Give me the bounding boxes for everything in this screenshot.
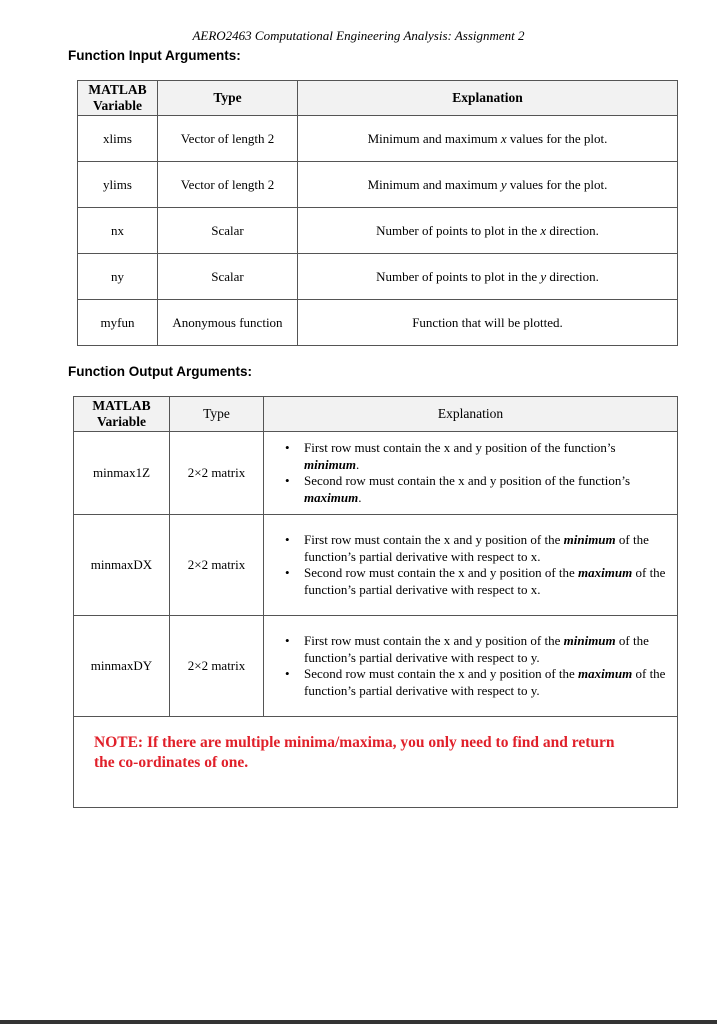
list-item bbox=[304, 473, 669, 506]
bullet-emphasis: maximum bbox=[578, 565, 633, 580]
row-type: Scalar bbox=[158, 254, 298, 300]
expl-text: values for the plot. bbox=[506, 130, 608, 146]
row-type: Scalar bbox=[158, 208, 298, 254]
expl-variable: x bbox=[500, 130, 507, 146]
row-variable-name: xlims bbox=[78, 116, 158, 162]
table-row bbox=[74, 432, 678, 515]
row-explanation bbox=[298, 300, 678, 346]
expl-variable: y bbox=[500, 176, 507, 192]
bullet-text: Second row must contain the x and y position of the bbox=[304, 666, 579, 681]
expl-text: Number of points to plot in the bbox=[376, 222, 541, 238]
row-type: Vector of length 2 bbox=[158, 116, 298, 162]
output-arguments-title: Function Output Arguments: bbox=[68, 364, 252, 379]
row-explanation bbox=[298, 208, 678, 254]
table-row bbox=[74, 515, 678, 616]
header-type: Type bbox=[158, 81, 298, 116]
bullet-text: of the function’s partial derivative with respect to y. bbox=[304, 666, 666, 698]
bullet-text: of the function’s partial derivative with respect to y. bbox=[304, 633, 649, 665]
row-type: 2×2 matrix bbox=[170, 432, 264, 515]
row-type: Anonymous function bbox=[158, 300, 298, 346]
row-explanation bbox=[264, 432, 678, 515]
bullet-list bbox=[284, 532, 669, 598]
table-header-row bbox=[78, 81, 678, 116]
bullet-text: of the function’s partial derivative with respect to x. bbox=[304, 532, 649, 564]
bullet-emphasis: minimum bbox=[304, 456, 357, 472]
row-explanation bbox=[298, 162, 678, 208]
list-item bbox=[304, 666, 669, 699]
header-var-line2: Variable bbox=[92, 98, 142, 113]
expl-text: direction. bbox=[546, 222, 599, 238]
table-row bbox=[78, 300, 678, 346]
row-type: 2×2 matrix bbox=[170, 515, 264, 616]
row-explanation bbox=[264, 616, 678, 717]
expl-variable: x bbox=[540, 222, 547, 238]
bullet-text: First row must contain the x and y position of the bbox=[304, 532, 564, 547]
table-row bbox=[78, 116, 678, 162]
bullet-emphasis: maximum bbox=[578, 666, 633, 681]
expl-text: Function that will be plotted. bbox=[412, 314, 563, 330]
note-cell bbox=[74, 717, 678, 808]
row-type: 2×2 matrix bbox=[170, 616, 264, 717]
bullet-emphasis: minimum bbox=[563, 633, 616, 648]
expl-text: direction. bbox=[546, 268, 599, 284]
row-explanation bbox=[264, 515, 678, 616]
table-row bbox=[78, 162, 678, 208]
table-row bbox=[74, 616, 678, 717]
row-variable-name: myfun bbox=[78, 300, 158, 346]
header-type: Type bbox=[170, 397, 264, 432]
bullet-text: Second row must contain the x and y position of the function’s bbox=[304, 473, 631, 488]
header-var-line2: Variable bbox=[96, 414, 146, 429]
header-explanation: Explanation bbox=[298, 81, 678, 116]
row-explanation bbox=[298, 116, 678, 162]
input-arguments-title: Function Input Arguments: bbox=[68, 48, 241, 63]
document-header: AERO2463 Computational Engineering Analysis: Assignment 2 bbox=[192, 28, 525, 43]
expl-text: Number of points to plot in the bbox=[376, 268, 541, 284]
bullet-text: First row must contain the x and y position of the bbox=[304, 633, 564, 648]
row-variable-name: minmaxDY bbox=[74, 616, 170, 717]
header-matlab-variable bbox=[74, 397, 170, 432]
expl-text: Minimum and maximum bbox=[367, 130, 501, 146]
note-line-1: NOTE: If there are multiple minima/maxima, you only need to find and return bbox=[94, 734, 615, 751]
table-row bbox=[78, 254, 678, 300]
bullet-text: . bbox=[358, 489, 362, 505]
table-row bbox=[78, 208, 678, 254]
header-var-line1: MATLAB bbox=[92, 398, 151, 413]
row-type: Vector of length 2 bbox=[158, 162, 298, 208]
row-variable-name: ny bbox=[78, 254, 158, 300]
bottom-divider bbox=[0, 1020, 717, 1024]
row-variable-name: minmax1Z bbox=[74, 432, 170, 515]
header-matlab-variable bbox=[78, 81, 158, 116]
bullet-text: . bbox=[356, 456, 360, 472]
row-variable-name: minmaxDX bbox=[74, 515, 170, 616]
table-header-row bbox=[74, 397, 678, 432]
bullet-text: First row must contain the x and y position of the function’s bbox=[304, 440, 616, 455]
header-var-line1: MATLAB bbox=[88, 82, 147, 97]
expl-variable: y bbox=[540, 268, 547, 284]
row-variable-name: nx bbox=[78, 208, 158, 254]
note-row bbox=[74, 717, 678, 808]
bullet-emphasis: maximum bbox=[304, 489, 359, 505]
list-item bbox=[304, 565, 669, 598]
bullet-text: of the function’s partial derivative with respect to x. bbox=[304, 565, 666, 597]
output-arguments-table bbox=[73, 396, 678, 808]
list-item bbox=[304, 440, 669, 473]
list-item bbox=[304, 633, 669, 666]
expl-text: values for the plot. bbox=[506, 176, 608, 192]
header-explanation: Explanation bbox=[264, 397, 678, 432]
bullet-text: Second row must contain the x and y position of the bbox=[304, 565, 579, 580]
bullet-list bbox=[284, 440, 669, 506]
list-item bbox=[304, 532, 669, 565]
row-explanation bbox=[298, 254, 678, 300]
bullet-emphasis: minimum bbox=[563, 532, 616, 547]
note-line-2: the co-ordinates of one. bbox=[94, 754, 249, 771]
row-variable-name: ylims bbox=[78, 162, 158, 208]
expl-text: Minimum and maximum bbox=[367, 176, 501, 192]
input-arguments-table bbox=[77, 80, 678, 346]
bullet-list bbox=[284, 633, 669, 699]
